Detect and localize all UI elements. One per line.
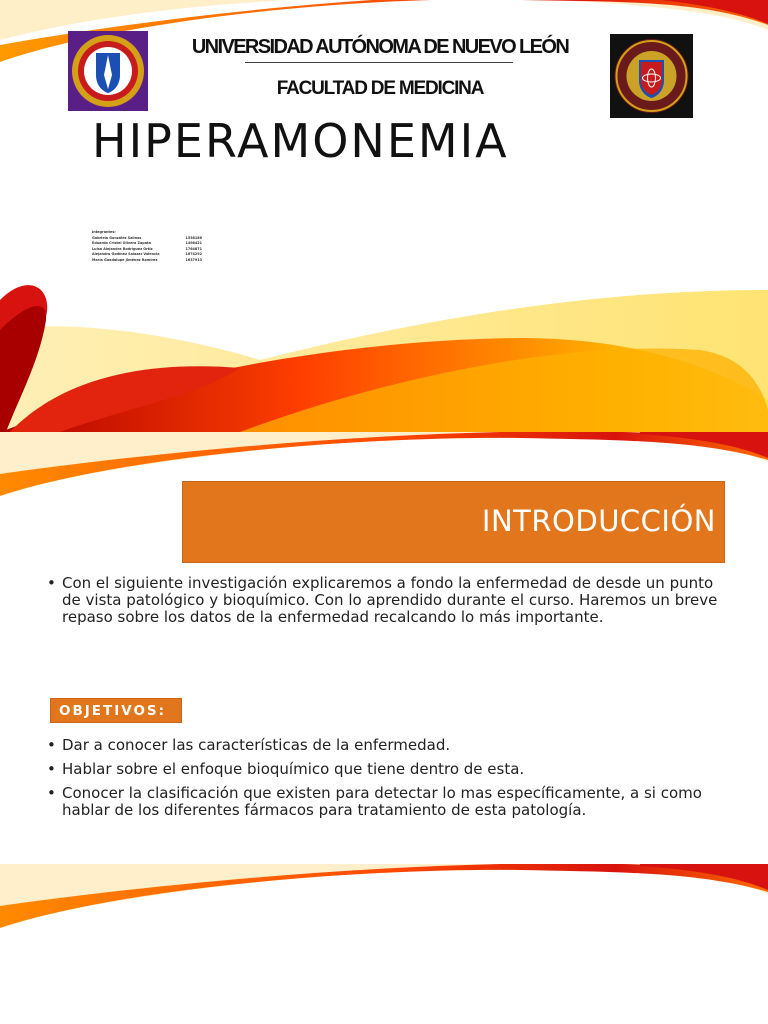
list-item: • Conocer la clasificación que existen para detectar lo mas específicamente, a si como hablar de los diferentes fármacos para tratamiento de esta patología.	[47, 785, 727, 819]
introduction-slide	[0, 432, 768, 864]
member-name: Gabriela González Salinas	[92, 235, 142, 240]
list-item: • Con el siguiente investigación explicaremos a fondo la enfermedad de desde un punto de vista patológico y bioquímico. Con lo aprendido durante el curso. Haremos un breve repaso sobre los datos de la enfermedad recalcando lo más importante.	[47, 575, 727, 626]
member-id: 1637913	[185, 257, 202, 262]
uanl-shield-logo	[68, 31, 148, 111]
objectives-bullets	[47, 737, 727, 826]
next-slide-partial	[0, 864, 768, 1024]
objectives-label: OBJETIVOS:	[50, 698, 182, 723]
introduction-bullets	[47, 575, 727, 633]
member-row	[92, 258, 202, 264]
member-id: 1538186	[185, 235, 202, 240]
member-id: 1674292	[185, 252, 202, 257]
list-item: • Hablar sobre el enfoque bioquímico que tiene dentro de esta.	[47, 761, 727, 778]
faculty-medicine-seal-logo	[610, 34, 693, 118]
members-heading: Integrantes:	[92, 230, 116, 234]
presentation-title: HIPERAMONEMIA	[92, 114, 509, 168]
member-id: 1764871	[185, 246, 202, 251]
title-slide	[0, 0, 768, 432]
title-divider	[245, 62, 513, 63]
member-name: Alejandro Godínez Salazar Valencia	[92, 252, 160, 257]
list-item: • Dar a conocer las características de la enfermedad.	[47, 737, 727, 754]
members-list	[92, 230, 202, 264]
faculty-name: FACULTAD DE MEDICINA	[276, 78, 484, 99]
member-name: Luisa Alejandra Rodríguez Ortiz	[92, 246, 153, 251]
introduction-title: INTRODUCCIÓN	[481, 504, 716, 538]
university-name: UNIVERSIDAD AUTÓNOMA DE NUEVO LEÓN	[191, 36, 569, 58]
member-name: Eduardo Cristel Olivera Zapata	[92, 241, 151, 246]
member-name: María Guadalupe Jiménez Ramírez	[92, 257, 158, 262]
top-swoosh-decoration	[0, 864, 768, 954]
member-id: 1498421	[185, 241, 202, 246]
introduction-header-box	[182, 481, 725, 563]
